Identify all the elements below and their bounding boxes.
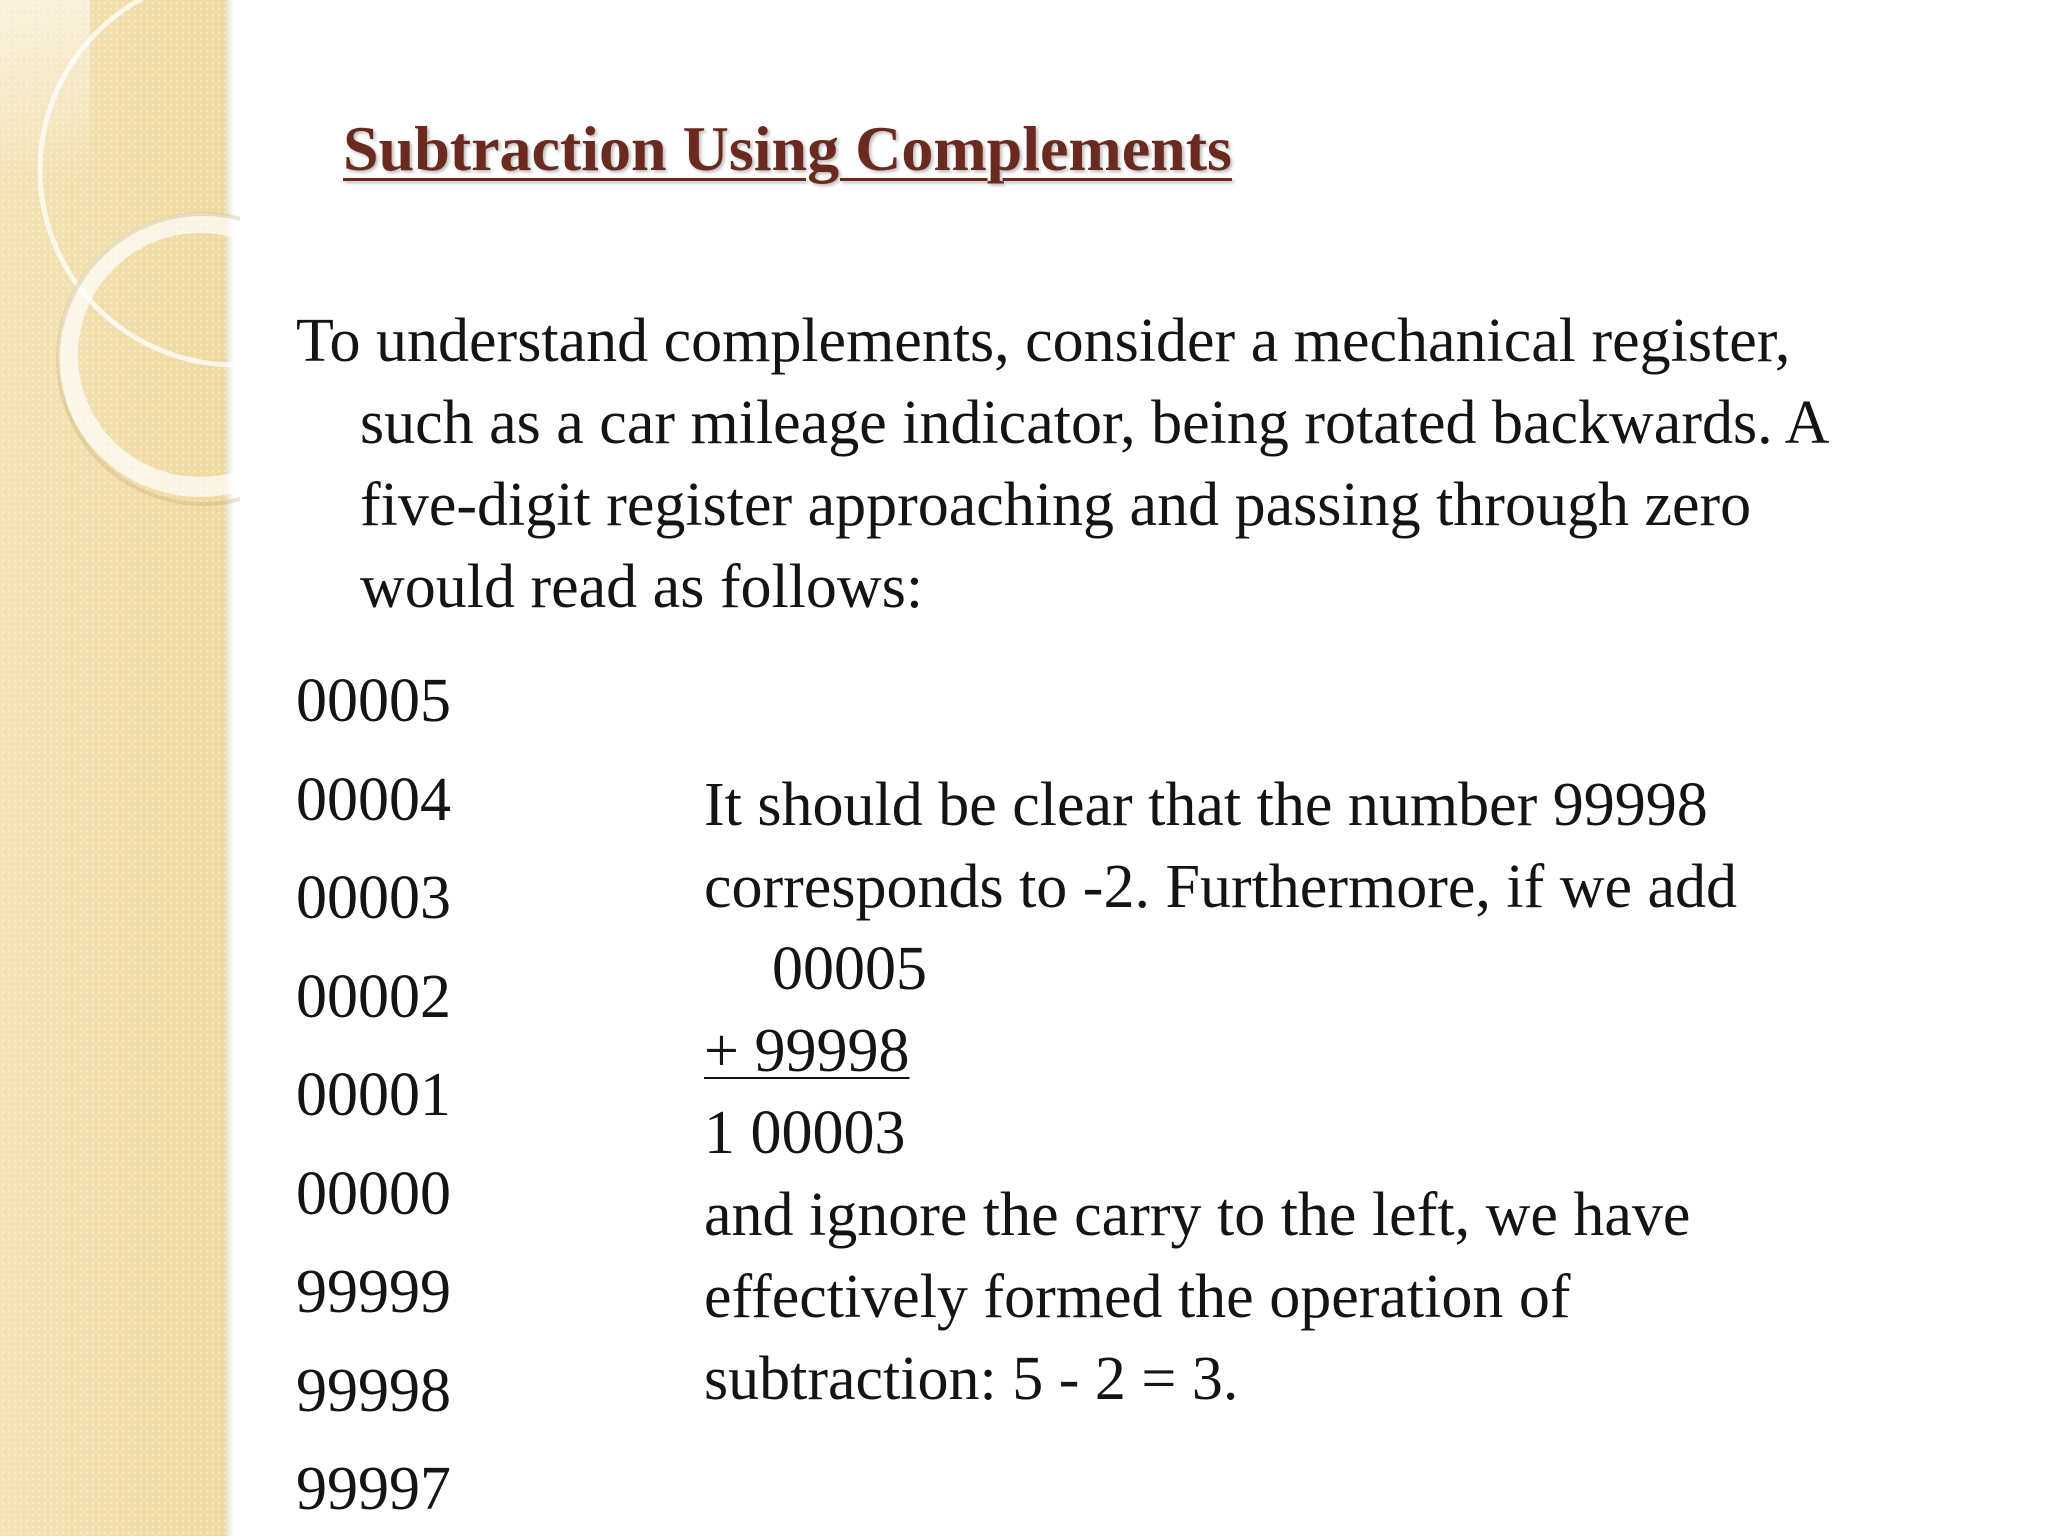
register-reading: 99998 xyxy=(296,1356,451,1425)
addition-operand: 00005 xyxy=(772,935,927,1003)
intro-line: would read as follows: xyxy=(360,553,924,621)
explanation-line: corresponds to -2. Furthermore, if we add xyxy=(704,853,1738,921)
intro-line: five-digit register approaching and passing through zero xyxy=(360,471,1752,539)
register-reading: 00002 xyxy=(296,962,451,1031)
register-reading: 99999 xyxy=(296,1258,451,1326)
intro-line: such as a car mileage indicator, being rotated backwards. A xyxy=(360,389,1830,457)
explanation-line: and ignore the carry to the left, we have xyxy=(704,1181,1691,1249)
small-ring-shadow xyxy=(58,214,240,504)
decorative-rings-graphic xyxy=(0,0,240,520)
intro-line: To understand complements, consider a mechanical register, xyxy=(296,307,1791,375)
addition-addend: + 99998 xyxy=(704,1017,910,1085)
explanation-line: It should be clear that the number 99998 xyxy=(704,771,1708,839)
intro-paragraph xyxy=(296,300,1996,628)
addition-result: 1 00003 xyxy=(704,1099,906,1167)
explanation-line: effectively formed the operation of xyxy=(704,1263,1571,1331)
register-reading: 00004 xyxy=(296,765,451,834)
register-reading: 00003 xyxy=(296,864,451,932)
register-reading: 00001 xyxy=(296,1061,451,1129)
slide-title: Subtraction Using Complements xyxy=(343,113,1232,184)
register-reading: 99997 xyxy=(296,1455,451,1523)
explanation-line: subtraction: 5 - 2 = 3. xyxy=(704,1345,1239,1413)
register-reading: 00000 xyxy=(296,1159,451,1228)
explanation-block xyxy=(704,764,1737,1420)
register-readings-list xyxy=(296,652,451,1539)
register-reading: 00005 xyxy=(296,667,451,735)
